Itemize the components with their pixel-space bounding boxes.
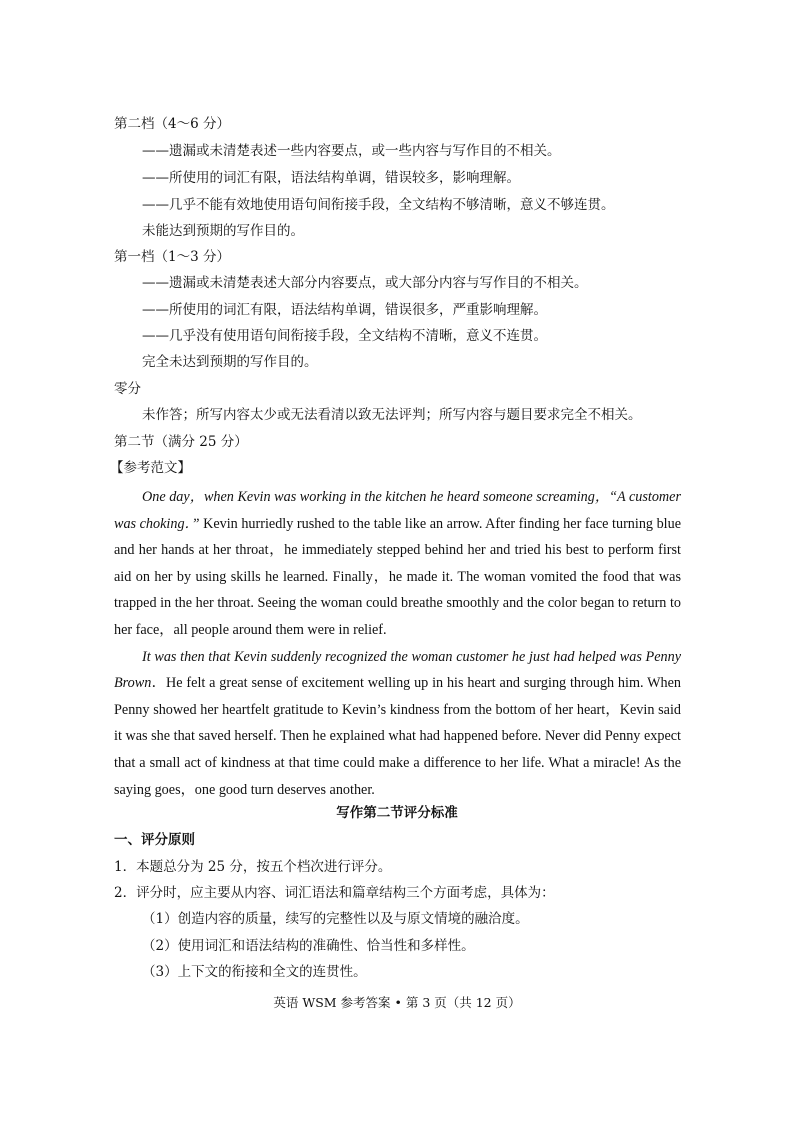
principle-subpoint-1: （1）创造内容的质量，续写的完整性以及与原文情境的融洽度。: [142, 911, 529, 927]
essay-p2-text: ．He felt a great sense of excitement welling up in his heart and surging through him. When Penny showed her heartfelt gratitude to Kevin’s kindness from the bottom of her heart，Kevin said it was she that saved herself. Then he explained what had happened before. Never did Penny expect that a small act of kindness at that time could make a difference to her life. What a miracle! As the saying goes，one good turn deserves another.: [114, 675, 681, 798]
essay-paragraph-2: [114, 644, 681, 804]
principle-heading: 一、评分原则: [114, 832, 195, 848]
grade-1-item-2: ——所使用的词汇有限，语法结构单调，错误很多，严重影响理解。: [142, 302, 547, 318]
section-2-title: 第二节（满分 25 分）: [114, 434, 248, 450]
grade-2-item-2: ——所使用的词汇有限，语法结构单调，错误较多，影响理解。: [142, 170, 520, 186]
sample-essay-title: 【参考范文】: [110, 460, 191, 476]
grade-2-item-3: ——几乎不能有效地使用语句间衔接手段，全文结构不够清晰，意义不够连贯。: [142, 197, 615, 213]
essay-p1-text: Kevin hurriedly rushed to the table like an arrow. After finding her face turning blue and her hands at her throat，he immediately stepped behind her and tried his best to perform first aid on her by using skills he learned. Finally，he made it. The woman vomited the food that was trapped in the her throat. Seeing the woman could breathe smoothly and the color began to return to her face，all people around them were in relief.: [114, 515, 681, 638]
essay-paragraph-1: [114, 484, 681, 644]
page-footer: 英语 WSM 参考答案 • 第 3 页（共 12 页）: [273, 995, 521, 1010]
zero-title: 零分: [114, 381, 141, 397]
principle-point-1: 1．本题总分为 25 分，按五个档次进行评分。: [114, 859, 392, 875]
grade-1-title: 第一档（1～3 分）: [114, 249, 230, 265]
grade-2-title: 第二档（4～6 分）: [114, 116, 230, 132]
principle-point-2: 2．评分时，应主要从内容、词汇语法和篇章结构三个方面考虑，具体为：: [114, 885, 555, 901]
zero-text: 未作答；所写内容太少或无法看清以致无法评判；所写内容与题目要求完全不相关。: [142, 407, 642, 423]
essay-p2-italic: It was then that Kevin suddenly recognized the woman customer he just had helped was Penny Brown: [114, 648, 681, 692]
grade-2-item-1: ——遗漏或未清楚表述一些内容要点，或一些内容与写作目的不相关。: [142, 143, 561, 159]
grade-2-conclusion: 未能达到预期的写作目的。: [142, 223, 304, 239]
essay-p1-italic: One day，when Kevin was working in the kitchen he heard someone screaming，“A customer was choking．”: [114, 489, 681, 532]
grade-1-item-1: ——遗漏或未清楚表述大部分内容要点，或大部分内容与写作目的不相关。: [142, 275, 588, 291]
principle-subpoint-3: （3）上下文的衔接和全文的连贯性。: [142, 964, 367, 980]
sample-essay: [114, 484, 681, 803]
grade-1-item-3: ——几乎没有使用语句间衔接手段，全文结构不清晰，意义不连贯。: [142, 328, 547, 344]
grade-1-conclusion: 完全未达到预期的写作目的。: [142, 354, 318, 370]
principle-subpoint-2: （2）使用词汇和语法结构的准确性、恰当性和多样性。: [142, 938, 475, 954]
criteria-title: 写作第二节评分标准: [336, 805, 458, 821]
